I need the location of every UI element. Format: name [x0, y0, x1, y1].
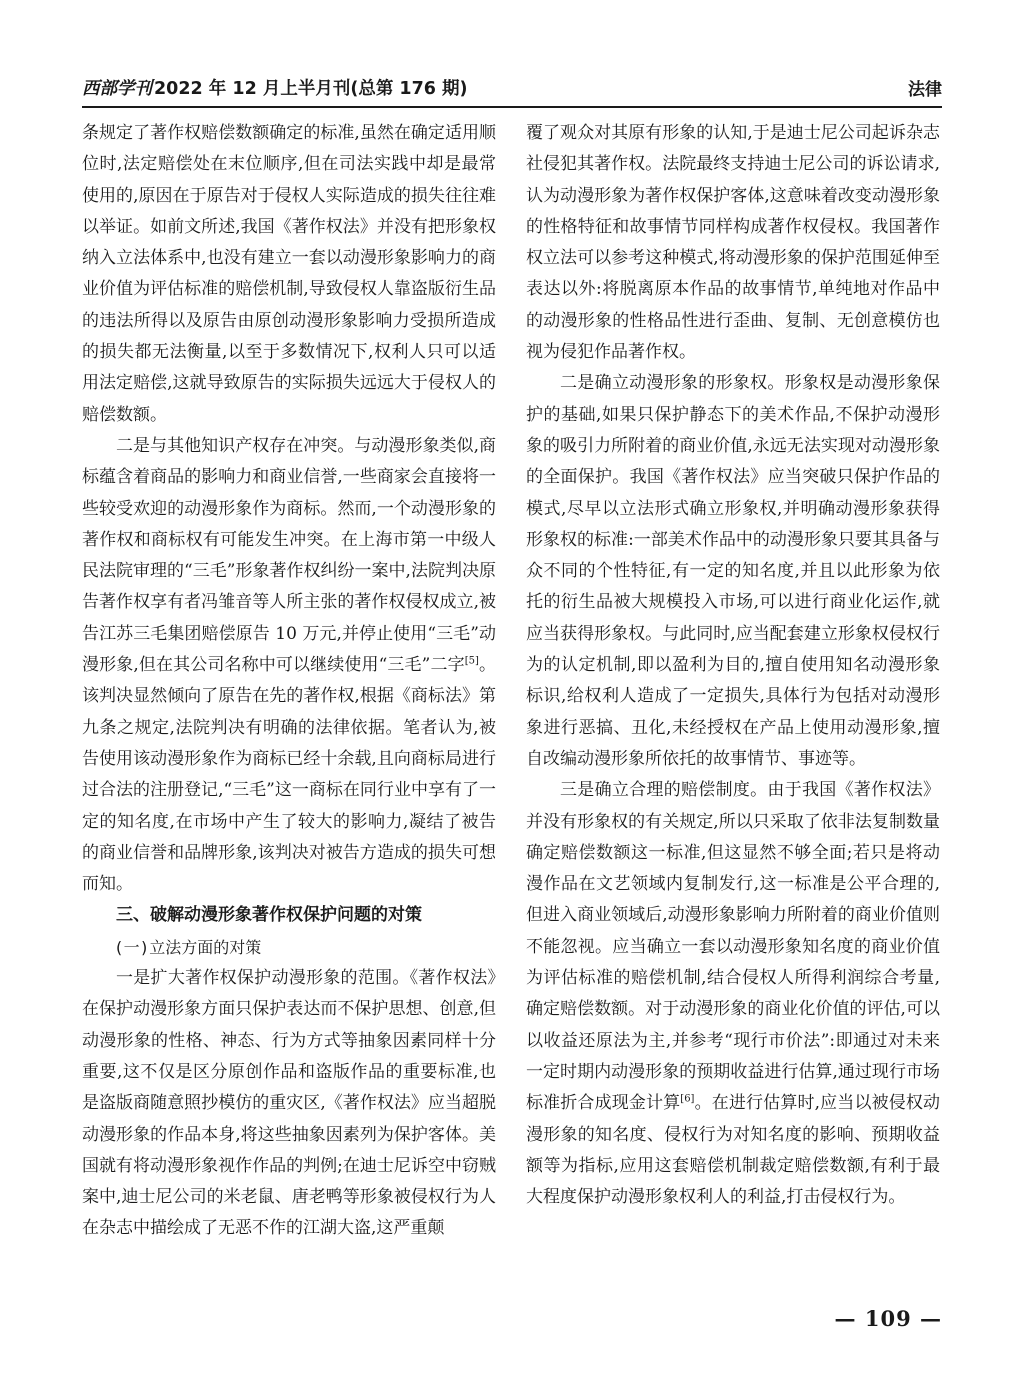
section-heading: 三、破解动漫形象著作权保护问题的对策 [116, 905, 422, 926]
subsection-heading: (一)立法方面的对策 [114, 937, 262, 957]
journal-logo: 西部学刊 [82, 79, 152, 99]
running-header [82, 76, 942, 108]
section-label: 法律 [908, 80, 942, 100]
paragraph: 条规定了著作权赔偿数额确定的标准,虽然在确定适用顺位时,法定赔偿处在末位顺序,但在司法实践中却是最常使用的,原因在于原告对于侵权人实际造成的损失往往难以举证。如前文所述,我国《著作权法》并没有把形象权纳入立法体系中,也没有建立一套以动漫形象影响力的商业价值为评估标准的赔偿机制,导致侵权人靠盗版衍生品的违法所得以及原告由原创动漫形象影响力受损所造成的损失都无法衡量,以至于多数情况下,权利人只可以适用法定赔偿,这就导致原告的实际损失远远大于侵权人的赔偿数额。 [82, 123, 496, 425]
citation-ref: [6] [680, 1093, 695, 1105]
paragraph-text: 三是确立合理的赔偿制度。由于我国《著作权法》并没有形象权的有关规定,所以只采取了依非法复制数量确定赔偿数额这一标准,但这显然不够全面;若只是将动漫作品在文艺领域内复制发行,这一标准是公平合理的,但进入商业领域后,动漫形象影响力所附着的商业价值则不能忽视。应当确立一套以动漫形象知名度的商业价值为评估标准的赔偿机制,结合侵权人所得利润综合考量,确定赔偿数额。对于动漫形象的商业化价值的评估,可以以收益还原法为主,并参考“现行市价法”:即通过对未来一定时期内动漫形象的预期收益进行估算,通过现行市场标准折合成现金计算 [526, 780, 940, 1114]
paragraph: 覆了观众对其原有形象的认知,于是迪士尼公司起诉杂志社侵犯其著作权。法院最终支持迪士尼公司的诉讼请求,认为动漫形象为著作权保护客体,这意味着改变动漫形象的性格特征和故事情节同样构成著作权侵权。我国著作权立法可以参考这种模式,将动漫形象的保护范围延伸至表达以外:将脱离原本作品的故事情节,单纯地对作品中的动漫形象的性格品性进行歪曲、复制、无创意模仿也视为侵犯作品著作权。 [526, 123, 940, 363]
left-column [82, 118, 496, 1245]
citation-ref: [5] [464, 655, 479, 667]
paragraph-text: 二是与其他知识产权存在冲突。与动漫形象类似,商标蕴含着商品的影响力和商业信誉,一些商家会直接将一些较受欢迎的动漫形象作为商标。然而,一个动漫形象的著作权和商标权有可能发生冲突。在上海市第一中级人民法院审理的“三毛”形象著作权纠纷一案中,法院判决原告著作权享有者冯雏音等人所主张的著作权侵权成立,被告江苏三毛集团赔偿原告 10 万元,并停止使用“三毛”动漫形象,但在其公司名称中可以继续使用“三毛”二字 [82, 435, 496, 676]
paragraph [526, 775, 940, 1213]
header-journal-info [82, 75, 468, 100]
page-number: — 109 — [834, 1306, 942, 1331]
paragraph-text: 。在进行估算时,应当以被侵权动漫形象的知名度、侵权行为对知名度的影响、预期收益额等为指标,应用这套赔偿机制裁定赔偿数额,有利于最大程度保护动漫形象权利人的利益,打击侵权行为。 [526, 1093, 941, 1208]
right-column [526, 118, 940, 1213]
paragraph [82, 431, 496, 900]
paragraph: 二是确立动漫形象的形象权。形象权是动漫形象保护的基础,如果只保护静态下的美术作品,不保护动漫形象的吸引力所附着的商业价值,永远无法实现对动漫形象的全面保护。我国《著作权法》应当突破只保护作品的模式,尽早以立法形式确立形象权,并明确动漫形象获得形象权的标准:一部美术作品中的动漫形象只要其具备与众不同的个性特征,有一定的知名度,并且以此形象为依托的衍生品被大规模投入市场,可以进行商业化运作,就应当获得形象权。与此同时,应当配套建立形象权侵权行为的认定机制,即以盈利为目的,擅自使用知名动漫形象标识,给权利人造成了一定损失,具体行为包括对动漫形象进行恶搞、丑化,未经授权在产品上使用动漫形象,擅自改编动漫形象所依托的故事情节、事迹等。 [526, 373, 940, 769]
issue-info: 2022 年 12 月上半月刊(总第 176 期) [154, 79, 468, 99]
paragraph: 一是扩大著作权保护动漫形象的范围。《著作权法》在保护动漫形象方面只保护表达而不保护思想、创意,但动漫形象的性格、神态、行为方式等抽象因素同样十分重要,这不仅是区分原创作品和盗版作品的重要标准,也是盗版商随意照抄模仿的重灾区,《著作权法》应当超脱动漫形象的作品本身,将这些抽象因素列为保护客体。美国就有将动漫形象视作作品的判例;在迪士尼诉空中窃贼案中,迪士尼公司的米老鼠、唐老鸭等形象被侵权行为人在杂志中描绘成了无恶不作的江湖大盗,这严重颠 [82, 968, 496, 1239]
paragraph-text: 。该判决显然倾向了原告在先的著作权,根据《商标法》第九条之规定,法院判决有明确的法律依据。笔者认为,被告使用该动漫形象作为商标已经十余载,且向商标局进行过合法的注册登记,“三毛”这一商标在同行业中享有了一定的知名度,在市场中产生了较大的影响力,凝结了被告的商业信誉和品牌形象,该判决对被告方造成的损失可想而知。 [82, 655, 496, 895]
